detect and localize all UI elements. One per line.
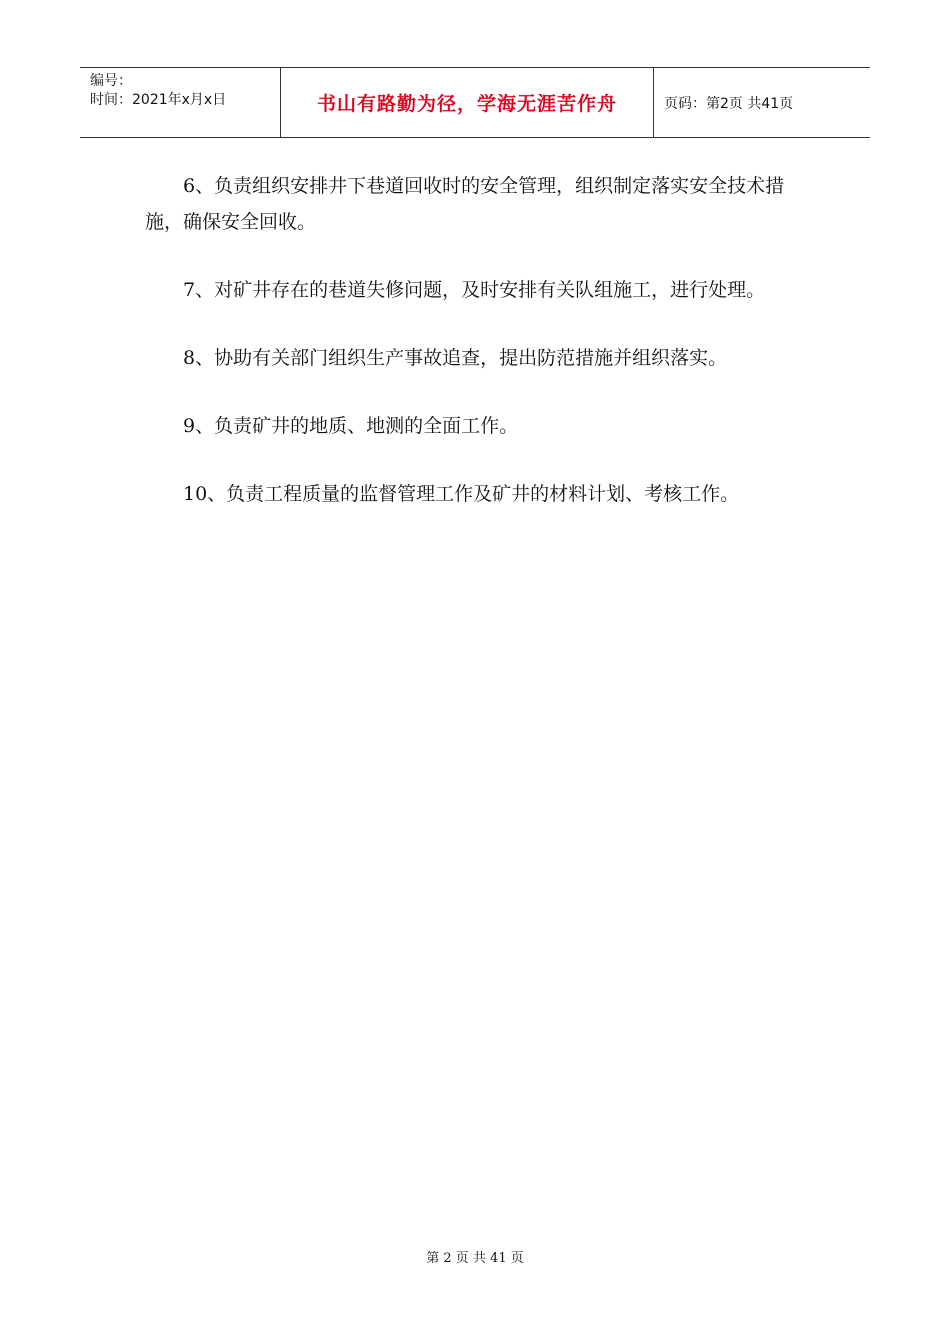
header-motto: 书山有路勤为径，学海无涯苦作舟 — [281, 68, 654, 137]
paragraph-7: 7、对矿井存在的巷道失修问题，及时安排有关队组施工，进行处理。 — [183, 279, 766, 301]
document-time-label: 时间：2021年x月x日 — [90, 92, 227, 108]
document-header — [80, 67, 870, 138]
paragraph-10: 10、负责工程质量的监督管理工作及矿井的材料计划、考核工作。 — [183, 483, 740, 505]
header-meta — [80, 68, 281, 137]
header-page-info: 页码：第2页 共41页 — [664, 95, 794, 112]
paragraph-6: 6、负责组织安排井下巷道回收时的安全管理，组织制定落实安全技术措施，确保安全回收。 — [145, 175, 785, 233]
document-body — [145, 168, 815, 544]
paragraph-9: 9、负责矿井的地质、地测的全面工作。 — [183, 415, 519, 437]
document-number-label: 编号： — [90, 73, 132, 89]
page-footer: 第 2 页 共 41 页 — [426, 1251, 524, 1266]
paragraph-8: 8、协助有关部门组织生产事故追查，提出防范措施并组织落实。 — [183, 347, 728, 369]
